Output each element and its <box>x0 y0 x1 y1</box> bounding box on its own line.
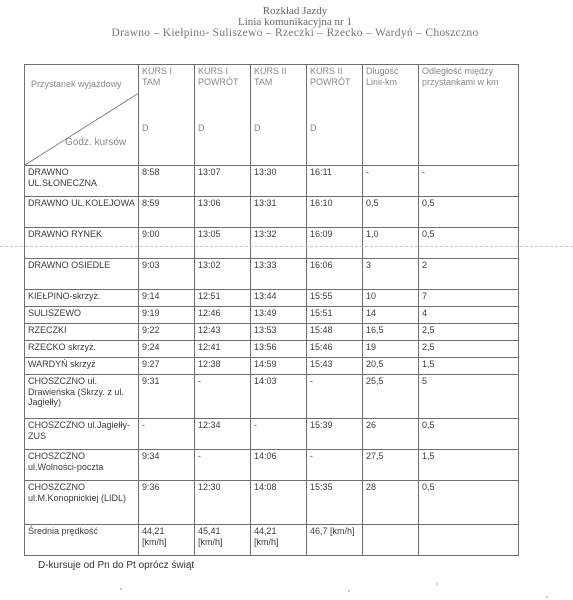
time-cell: - <box>139 419 195 450</box>
time-cell: 27,5 <box>363 450 419 481</box>
time-cell: 12:51 <box>195 290 251 307</box>
time-cell: 0,5 <box>419 419 519 450</box>
column-title: KURS II POWRÓT <box>310 66 351 87</box>
time-cell: 9:14 <box>139 290 195 307</box>
column-header-length <box>363 65 419 166</box>
column-header-3 <box>251 65 307 166</box>
time-cell: 14:03 <box>251 375 307 419</box>
time-cell: 0,5 <box>363 197 419 228</box>
time-cell: - <box>307 375 363 419</box>
time-cell: 15:55 <box>307 290 363 307</box>
time-cell: 14:08 <box>251 481 307 525</box>
table-row <box>25 450 519 481</box>
time-cell: 15:43 <box>307 358 363 375</box>
time-cell: 13:49 <box>251 307 307 324</box>
time-cell: 2 <box>419 259 519 290</box>
stop-name-cell: DRAWNO UL.SŁONECZNA <box>25 166 139 197</box>
time-cell: 14:59 <box>251 358 307 375</box>
time-cell: 12:46 <box>195 307 251 324</box>
time-cell: 16:06 <box>307 259 363 290</box>
footnote: D-kursuje od Pn do Pt oprócz świąt <box>38 560 195 571</box>
column-day-code: D <box>142 123 149 133</box>
time-cell: 9:31 <box>139 375 195 419</box>
column-header-1 <box>139 65 195 166</box>
stop-name-cell: DRAWNO RYNEK <box>25 228 139 259</box>
speed-cell: 45,41 [km/h] <box>195 525 251 556</box>
time-cell: 15:46 <box>307 341 363 358</box>
time-cell: 19 <box>363 341 419 358</box>
scan-speck <box>436 583 438 585</box>
time-cell: 1,5 <box>419 450 519 481</box>
time-cell: 28 <box>363 481 419 525</box>
time-cell: 16:11 <box>307 166 363 197</box>
table-row <box>25 166 519 197</box>
time-cell: 13:06 <box>195 197 251 228</box>
time-cell: 10 <box>363 290 419 307</box>
header-title: Rozkład Jazdy <box>262 5 328 17</box>
time-cell: 13:05 <box>195 228 251 259</box>
stop-name-cell: RZECZKI <box>25 324 139 341</box>
scan-artifact-line <box>0 246 573 248</box>
time-cell: 15:48 <box>307 324 363 341</box>
corner-header-cell <box>25 65 139 166</box>
stop-name-cell: CHOSZCZNO ul. Drawieńska (Skrzy. z ul. Jagiełły) <box>25 375 139 419</box>
time-cell: 13:56 <box>251 341 307 358</box>
table-row <box>25 324 519 341</box>
column-title: KURS I POWRÓT <box>198 66 239 87</box>
table-row <box>25 307 519 324</box>
time-cell: 25,5 <box>363 375 419 419</box>
time-cell: 2,5 <box>419 341 519 358</box>
time-cell: 12:41 <box>195 341 251 358</box>
time-cell: 9:27 <box>139 358 195 375</box>
table-row <box>25 259 519 290</box>
scan-speck <box>348 590 350 592</box>
stop-name-cell: SULISZEWO <box>25 307 139 324</box>
time-cell: 9:36 <box>139 481 195 525</box>
table-row <box>25 419 519 450</box>
stop-name-cell: CHOSZCZNO ul.M.Konopnickiej (LIDL) <box>25 481 139 525</box>
time-cell: 5 <box>419 375 519 419</box>
time-cell: 14:06 <box>251 450 307 481</box>
time-cell: 13:53 <box>251 324 307 341</box>
scan-speck <box>546 596 548 598</box>
time-cell: 12:43 <box>195 324 251 341</box>
timetable-body <box>25 166 519 556</box>
time-cell: 16:09 <box>307 228 363 259</box>
time-cell: 0,5 <box>419 197 519 228</box>
time-cell: 13:33 <box>251 259 307 290</box>
stop-name-cell: WARDYŃ skrzyż <box>25 358 139 375</box>
time-cell: 12:30 <box>195 481 251 525</box>
speed-cell: 46,7 [km/h] <box>307 525 363 556</box>
corner-label-stop: Przystanek wyjazdowy <box>31 79 122 89</box>
timetable <box>24 64 518 556</box>
table-row <box>25 481 519 525</box>
column-day-code: D <box>254 123 261 133</box>
time-cell: - <box>195 375 251 419</box>
time-cell: 3 <box>363 259 419 290</box>
table-row <box>25 341 519 358</box>
time-cell: 1,5 <box>419 358 519 375</box>
time-cell: 12:38 <box>195 358 251 375</box>
header-row <box>25 65 519 166</box>
time-cell: 9:22 <box>139 324 195 341</box>
speed-cell <box>419 525 519 556</box>
time-cell: 9:00 <box>139 228 195 259</box>
speed-cell: 44,21 [km/h] <box>139 525 195 556</box>
time-cell: 2,5 <box>419 324 519 341</box>
stop-name-cell: DRAWNO UL.KOLEJOWA <box>25 197 139 228</box>
stop-name-cell: CHOSZCZNO ul.Wolności-poczta <box>25 450 139 481</box>
time-cell: 13:44 <box>251 290 307 307</box>
column-day-code: D <box>198 123 205 133</box>
time-cell: 16,5 <box>363 324 419 341</box>
time-cell: 0,5 <box>419 228 519 259</box>
column-header-4 <box>307 65 363 166</box>
table-row <box>25 290 519 307</box>
time-cell: 15:39 <box>307 419 363 450</box>
corner-label-hours: Godz. kursów <box>65 137 127 148</box>
time-cell: 20,5 <box>363 358 419 375</box>
column-header-distance <box>419 65 519 166</box>
time-cell: 26 <box>363 419 419 450</box>
column-header-2 <box>195 65 251 166</box>
time-cell: - <box>307 450 363 481</box>
time-cell: 9:03 <box>139 259 195 290</box>
time-cell: 13:02 <box>195 259 251 290</box>
time-cell: - <box>363 166 419 197</box>
column-title: KURS I TAM <box>142 66 173 87</box>
time-cell: 4 <box>419 307 519 324</box>
header-route: Drawno – Kiełpino- Suliszewo – Rzeczki – Rzecko – Wardyń – Choszczno <box>111 27 479 39</box>
time-cell: 14 <box>363 307 419 324</box>
time-cell: - <box>195 450 251 481</box>
column-title: Odległość między przystankami w km <box>422 66 499 87</box>
timetable-table <box>24 64 519 556</box>
time-cell: 15:51 <box>307 307 363 324</box>
stop-name-cell: DRAWNO OSIEDLE <box>25 259 139 290</box>
time-cell: 9:24 <box>139 341 195 358</box>
column-title: Długość Linii-km <box>366 66 399 87</box>
time-cell: 12:34 <box>195 419 251 450</box>
time-cell: 16:10 <box>307 197 363 228</box>
time-cell: 13:31 <box>251 197 307 228</box>
stop-name-cell: RZECKO skrzyż. <box>25 341 139 358</box>
time-cell: 8:59 <box>139 197 195 228</box>
speed-cell <box>363 525 419 556</box>
stop-name-cell: KIEŁPINO-skrzyż. <box>25 290 139 307</box>
header-line-name: Linia komunikacyjna nr 1 <box>238 16 352 28</box>
time-cell: - <box>419 166 519 197</box>
average-speed-label: Średnia prędkość <box>25 525 139 556</box>
time-cell: - <box>251 419 307 450</box>
stop-name-cell: CHOSZCZNO ul.Jagiełły-ZUS <box>25 419 139 450</box>
time-cell: 8:58 <box>139 166 195 197</box>
average-speed-row <box>25 525 519 556</box>
time-cell: 9:19 <box>139 307 195 324</box>
time-cell: 13:07 <box>195 166 251 197</box>
time-cell: 13:30 <box>251 166 307 197</box>
document-header <box>60 6 530 39</box>
time-cell: 9:34 <box>139 450 195 481</box>
time-cell: 7 <box>419 290 519 307</box>
column-day-code: D <box>310 123 317 133</box>
table-row <box>25 228 519 259</box>
table-row <box>25 197 519 228</box>
time-cell: 0,5 <box>419 481 519 525</box>
table-row <box>25 358 519 375</box>
column-title: KURS II TAM <box>254 66 287 87</box>
table-row <box>25 375 519 419</box>
time-cell: 15:35 <box>307 481 363 525</box>
time-cell: 1,0 <box>363 228 419 259</box>
scan-speck <box>120 588 122 590</box>
speed-cell: 44,21 [km/h] <box>251 525 307 556</box>
time-cell: 13:32 <box>251 228 307 259</box>
